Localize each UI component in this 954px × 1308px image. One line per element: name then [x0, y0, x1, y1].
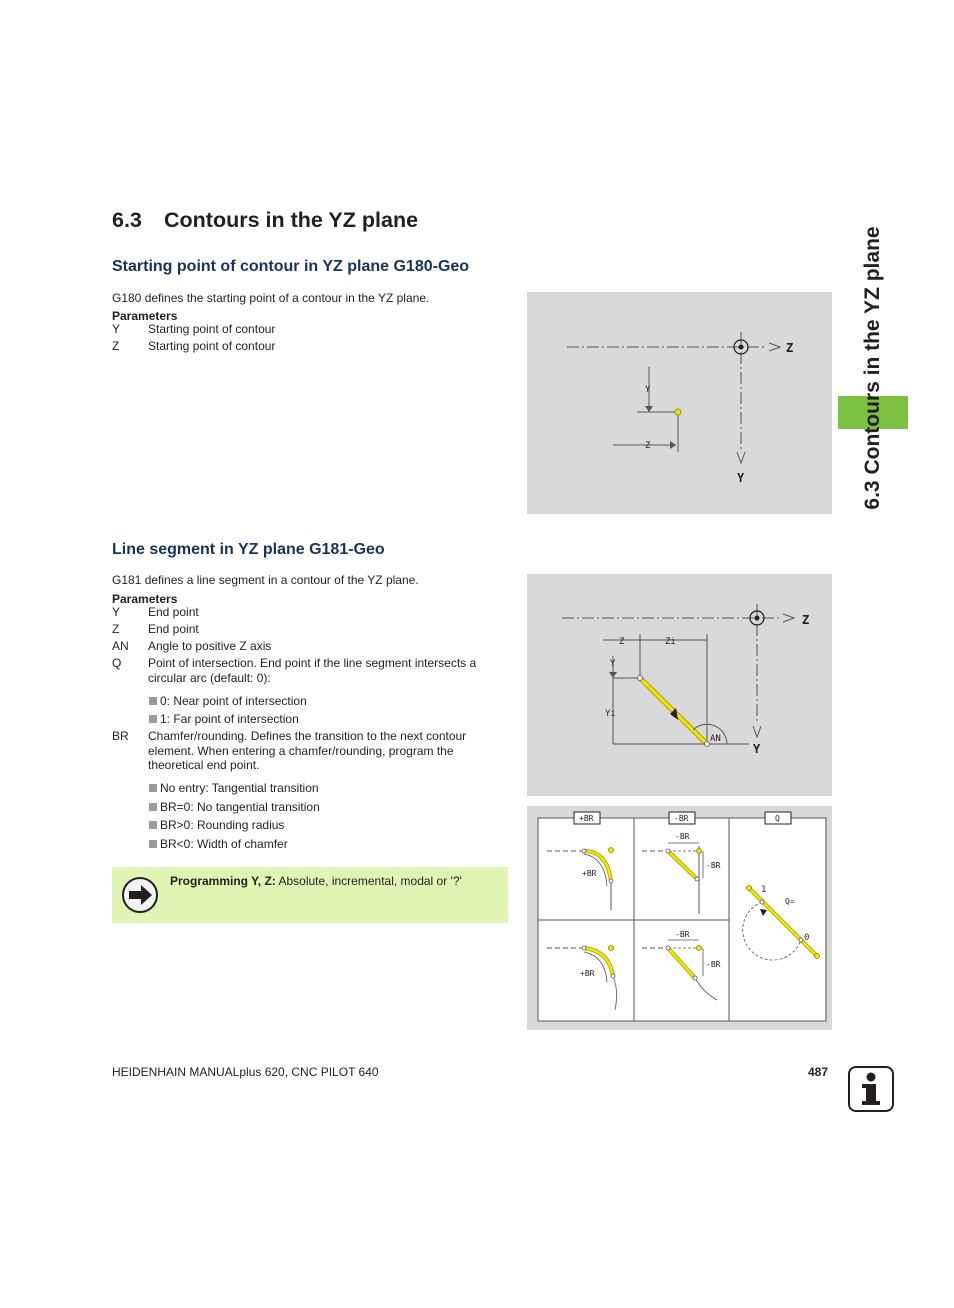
point — [760, 900, 764, 904]
z-axis-label: Z — [786, 341, 794, 355]
label-plus-br-2: +BR — [580, 969, 595, 978]
point — [695, 877, 699, 881]
y-axis-label: Y — [753, 742, 761, 756]
param-key: Y — [112, 322, 121, 336]
section-title — [112, 208, 418, 233]
label-plus-br-1: +BR — [582, 869, 597, 878]
q-option-0 — [149, 694, 307, 708]
g181-figure — [527, 574, 832, 796]
angle-label: AN — [710, 734, 721, 744]
header-minus-br-text: -BR — [674, 814, 689, 823]
label-q0: 0 — [804, 933, 810, 943]
origin-dot — [755, 616, 760, 621]
point — [609, 946, 614, 951]
point — [799, 938, 803, 942]
start-point — [638, 676, 643, 681]
label-minus-br-1a: -BR — [675, 832, 690, 841]
bullet-square-icon — [149, 697, 157, 705]
br-option-3 — [149, 837, 288, 851]
point — [697, 946, 702, 951]
point — [609, 879, 613, 883]
start-point — [675, 409, 681, 415]
param-desc: Angle to positive Z axis — [148, 639, 272, 653]
param-desc: End point — [148, 622, 199, 636]
g180-intro: G180 defines the starting point of a contour in the YZ plane. — [112, 291, 430, 305]
z-axis-label: Z — [802, 613, 810, 627]
sidebar-title-text: 6.3 Contours in the YZ plane — [861, 226, 884, 510]
param-desc: Point of intersection. End point if the line segment intersects a circular arc (default: 0): — [148, 656, 477, 685]
bullet-square-icon — [149, 821, 157, 829]
footer-text: HEIDENHAIN MANUALplus 620, CNC PILOT 640 — [112, 1065, 379, 1079]
point — [815, 954, 820, 959]
z-axis-arrowhead — [783, 614, 794, 622]
point — [582, 946, 586, 950]
bullet-square-icon — [149, 715, 157, 723]
option-text: BR>0: Rounding radius — [160, 818, 285, 832]
param-key: AN — [112, 639, 129, 653]
g180-figure — [527, 292, 832, 514]
option-text: No entry: Tangential transition — [160, 781, 319, 795]
bullet-square-icon — [149, 784, 157, 792]
info-icon — [848, 1066, 894, 1112]
point — [697, 849, 702, 854]
bullet-square-icon — [149, 803, 157, 811]
point — [747, 886, 752, 891]
header-q-text: Q — [775, 814, 780, 823]
zi-dim-label: Zi — [665, 637, 676, 647]
page-number: 487 — [808, 1065, 829, 1079]
param-key: Q — [112, 656, 122, 670]
param-desc: End point — [148, 605, 199, 619]
g181-heading: Line segment in YZ plane G181-Geo — [112, 541, 385, 558]
param-key: Z — [112, 339, 120, 353]
label-q1: 1 — [761, 885, 767, 895]
option-text: 1: Far point of intersection — [160, 712, 299, 726]
g181-intro: G181 defines a line segment in a contour of the YZ plane. — [112, 573, 419, 587]
end-point — [705, 742, 710, 747]
note-text — [170, 874, 462, 888]
point — [666, 946, 670, 950]
y-dim-arrowhead — [609, 672, 617, 678]
g180-heading: Starting point of contour in YZ plane G180-Geo — [112, 258, 470, 275]
label-q-eq: Q= — [785, 897, 795, 906]
note-bold: Programming Y, Z: — [170, 874, 276, 888]
param-desc: Starting point of contour — [148, 322, 276, 336]
z-axis-arrowhead — [769, 343, 780, 351]
br-option-2 — [149, 818, 284, 832]
label-minus-br-2b: -BR — [706, 960, 721, 969]
q-option-1 — [149, 712, 299, 726]
point — [582, 849, 586, 853]
param-key: Y — [112, 605, 121, 619]
header-plus-br-text: +BR — [579, 814, 594, 823]
br-option-1 — [149, 800, 320, 814]
option-text: 0: Near point of intersection — [160, 694, 307, 708]
param-desc: Starting point of contour — [148, 339, 276, 353]
z-dim-label: Z — [619, 637, 625, 647]
option-text: BR=0: No tangential transition — [160, 800, 320, 814]
param-key: Z — [112, 622, 120, 636]
section-number: 6.3 — [112, 208, 142, 232]
y-dim-arrowhead — [645, 406, 653, 412]
arrow-right-icon — [120, 875, 160, 915]
g181-params-label: Parameters — [112, 592, 178, 606]
yi-dim-label: Yi — [605, 709, 616, 719]
point — [609, 848, 614, 853]
origin-dot — [739, 345, 744, 350]
point — [693, 976, 697, 980]
label-minus-br-2a: -BR — [675, 930, 690, 939]
z-dim-label: Z — [645, 441, 651, 451]
bullet-square-icon — [149, 840, 157, 848]
g181-figure-br-q — [527, 806, 832, 1030]
y-dim-label: Y — [645, 385, 651, 395]
note-body: Absolute, incremental, modal or '?' — [275, 874, 462, 888]
programming-note — [112, 867, 508, 923]
point — [611, 974, 615, 978]
label-minus-br-1b: -BR — [706, 861, 721, 870]
br-option-0 — [149, 781, 319, 795]
section-title-text: Contours in the YZ plane — [164, 208, 419, 232]
y-axis-arrowhead — [737, 452, 745, 463]
z-dim-arrowhead — [670, 441, 676, 449]
g180-params-label: Parameters — [112, 309, 178, 323]
option-text: BR<0: Width of chamfer — [160, 837, 288, 851]
param-desc: Chamfer/rounding. Defines the transition to the next contour element. When entering a chamfer/rounding, program the theoretical end point. — [148, 729, 467, 772]
param-key: BR — [112, 729, 129, 743]
y-axis-arrowhead — [753, 726, 761, 737]
y-dim-label: Y — [610, 659, 616, 669]
point — [666, 849, 670, 853]
y-axis-label: Y — [737, 471, 745, 485]
